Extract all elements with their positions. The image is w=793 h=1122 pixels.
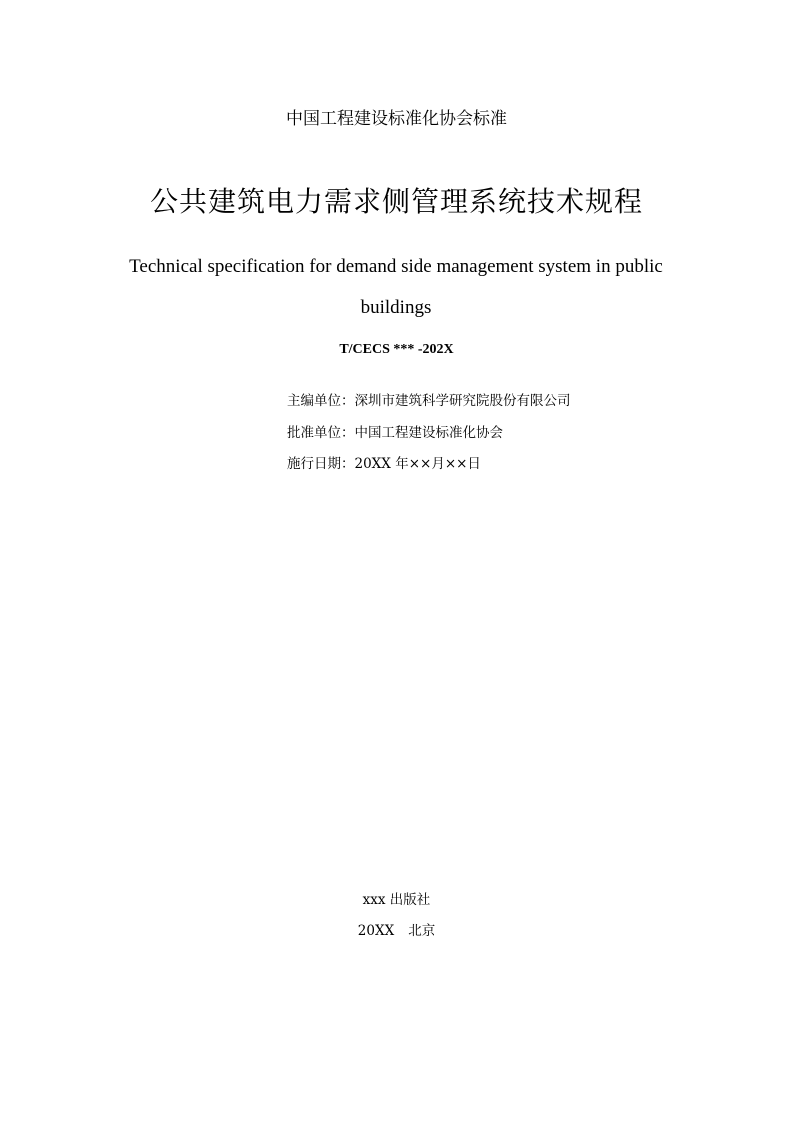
publication-city: 北京 bbox=[408, 923, 436, 939]
publisher-name: xxx 出版社 bbox=[362, 892, 431, 908]
title-chinese: 公共建筑电力需求侧管理系统技术规程 bbox=[149, 185, 643, 218]
publication-place bbox=[0, 919, 793, 939]
approver-value: 中国工程建设标准化协会 bbox=[354, 425, 503, 441]
editor-label: 主编单位： bbox=[287, 393, 355, 409]
editor-value: 深圳市建筑科学研究院股份有限公司 bbox=[354, 393, 571, 409]
title-english: Technical specification for demand side management system in public buildings bbox=[129, 256, 663, 318]
organization-standard: 中国工程建设标准化协会标准 bbox=[286, 109, 507, 129]
info-row-effective-date bbox=[287, 452, 481, 472]
publication-year: 20XX bbox=[357, 923, 395, 939]
info-row-approver bbox=[287, 421, 503, 441]
effective-label: 施行日期： bbox=[287, 456, 355, 472]
approver-label: 批准单位： bbox=[287, 425, 355, 441]
info-row-editor bbox=[287, 389, 571, 409]
effective-value: 20XX 年××月××日 bbox=[354, 456, 481, 472]
standard-code: T/CECS *** -202X bbox=[339, 342, 454, 357]
